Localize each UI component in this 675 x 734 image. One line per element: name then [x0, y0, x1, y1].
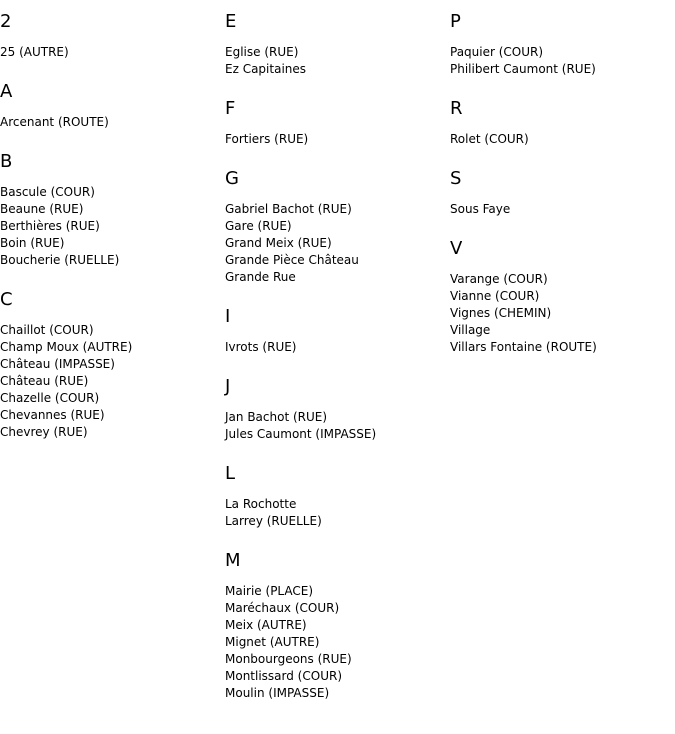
street-link[interactable]: Gare (RUE)	[225, 219, 292, 233]
letter-heading: C	[0, 289, 13, 310]
street-link[interactable]: La Rochotte	[225, 497, 297, 511]
street-link[interactable]: Mignet (AUTRE)	[225, 635, 320, 649]
letter-group	[225, 97, 445, 148]
street-link[interactable]: Philibert Caumont (RUE)	[450, 62, 596, 76]
street-link[interactable]: Boucherie (RUELLE)	[0, 253, 120, 267]
index-column-1	[0, 10, 220, 460]
street-link[interactable]: Varange (COUR)	[450, 272, 548, 286]
street-link[interactable]: Ivrots (RUE)	[225, 340, 297, 354]
letter-group	[0, 288, 220, 441]
letter-group	[450, 97, 670, 148]
street-link[interactable]: Berthières (RUE)	[0, 219, 100, 233]
street-list	[0, 184, 220, 269]
letter-group	[0, 10, 220, 61]
street-link[interactable]: Château (RUE)	[0, 374, 89, 388]
letter-heading: E	[225, 11, 237, 32]
letter-group	[450, 237, 670, 356]
street-link[interactable]: Meix (AUTRE)	[225, 618, 307, 632]
letter-group	[225, 375, 445, 443]
street-link[interactable]: Boin (RUE)	[0, 236, 65, 250]
street-link[interactable]: Vignes (CHEMIN)	[450, 306, 552, 320]
letter-group	[450, 167, 670, 218]
letter-heading: G	[225, 168, 239, 189]
street-link[interactable]: Grande Rue	[225, 270, 296, 284]
street-list	[225, 44, 445, 78]
street-list	[225, 201, 445, 286]
letter-heading: S	[450, 168, 462, 189]
street-link[interactable]: Grand Meix (RUE)	[225, 236, 332, 250]
street-link[interactable]: Vianne (COUR)	[450, 289, 540, 303]
street-link[interactable]: Ez Capitaines	[225, 62, 307, 76]
street-link[interactable]: Jules Caumont (IMPASSE)	[225, 427, 377, 441]
letter-group	[225, 167, 445, 286]
index-column-2	[225, 10, 445, 721]
street-link[interactable]: Arcenant (ROUTE)	[0, 115, 109, 129]
street-link[interactable]: Eglise (RUE)	[225, 45, 299, 59]
street-link[interactable]: Gabriel Bachot (RUE)	[225, 202, 352, 216]
street-list	[0, 114, 220, 131]
street-link[interactable]: Bascule (COUR)	[0, 185, 95, 199]
street-link[interactable]: Paquier (COUR)	[450, 45, 544, 59]
street-link[interactable]: Champ Moux (AUTRE)	[0, 340, 133, 354]
street-link[interactable]: Chevannes (RUE)	[0, 408, 105, 422]
street-list	[0, 44, 220, 61]
letter-group	[225, 10, 445, 78]
street-link[interactable]: Larrey (RUELLE)	[225, 514, 322, 528]
street-link[interactable]: Grande Pièce Château	[225, 253, 359, 267]
letter-group	[225, 305, 445, 356]
street-link[interactable]: Monbourgeons (RUE)	[225, 652, 352, 666]
street-link[interactable]: Jan Bachot (RUE)	[225, 410, 328, 424]
street-link[interactable]: Château (IMPASSE)	[0, 357, 115, 371]
street-list	[450, 271, 670, 356]
letter-heading: 2	[0, 11, 12, 32]
street-link[interactable]: Chaillot (COUR)	[0, 323, 94, 337]
letter-group	[0, 80, 220, 131]
street-link[interactable]: 25 (AUTRE)	[0, 45, 69, 59]
street-list	[450, 131, 670, 148]
street-link[interactable]: Village	[450, 323, 491, 337]
street-list	[225, 339, 445, 356]
letter-heading: A	[0, 81, 13, 102]
letter-group	[450, 10, 670, 78]
letter-heading: I	[225, 306, 231, 327]
letter-heading: B	[0, 151, 13, 172]
letter-heading: P	[450, 11, 461, 32]
letter-heading: R	[450, 98, 463, 119]
street-list	[225, 131, 445, 148]
street-list	[0, 322, 220, 441]
street-link[interactable]: Moulin (IMPASSE)	[225, 686, 330, 700]
letter-heading: L	[225, 463, 236, 484]
index-column-3	[450, 10, 670, 375]
street-link[interactable]: Rolet (COUR)	[450, 132, 529, 146]
street-link[interactable]: Villars Fontaine (ROUTE)	[450, 340, 597, 354]
letter-heading: F	[225, 98, 236, 119]
letter-group	[225, 549, 445, 702]
letter-group	[0, 150, 220, 269]
letter-heading: V	[450, 238, 463, 259]
street-list	[450, 201, 670, 218]
letter-heading: M	[225, 550, 241, 571]
letter-group	[225, 462, 445, 530]
street-link[interactable]: Chevrey (RUE)	[0, 425, 88, 439]
street-list	[450, 44, 670, 78]
letter-heading: J	[225, 376, 231, 397]
street-link[interactable]: Beaune (RUE)	[0, 202, 84, 216]
street-link[interactable]: Montlissard (COUR)	[225, 669, 342, 683]
street-link[interactable]: Mairie (PLACE)	[225, 584, 314, 598]
street-list	[225, 409, 445, 443]
street-link[interactable]: Chazelle (COUR)	[0, 391, 100, 405]
street-list	[225, 583, 445, 702]
street-link[interactable]: Fortiers (RUE)	[225, 132, 309, 146]
street-link[interactable]: Maréchaux (COUR)	[225, 601, 340, 615]
street-link[interactable]: Sous Faye	[450, 202, 511, 216]
street-list	[225, 496, 445, 530]
